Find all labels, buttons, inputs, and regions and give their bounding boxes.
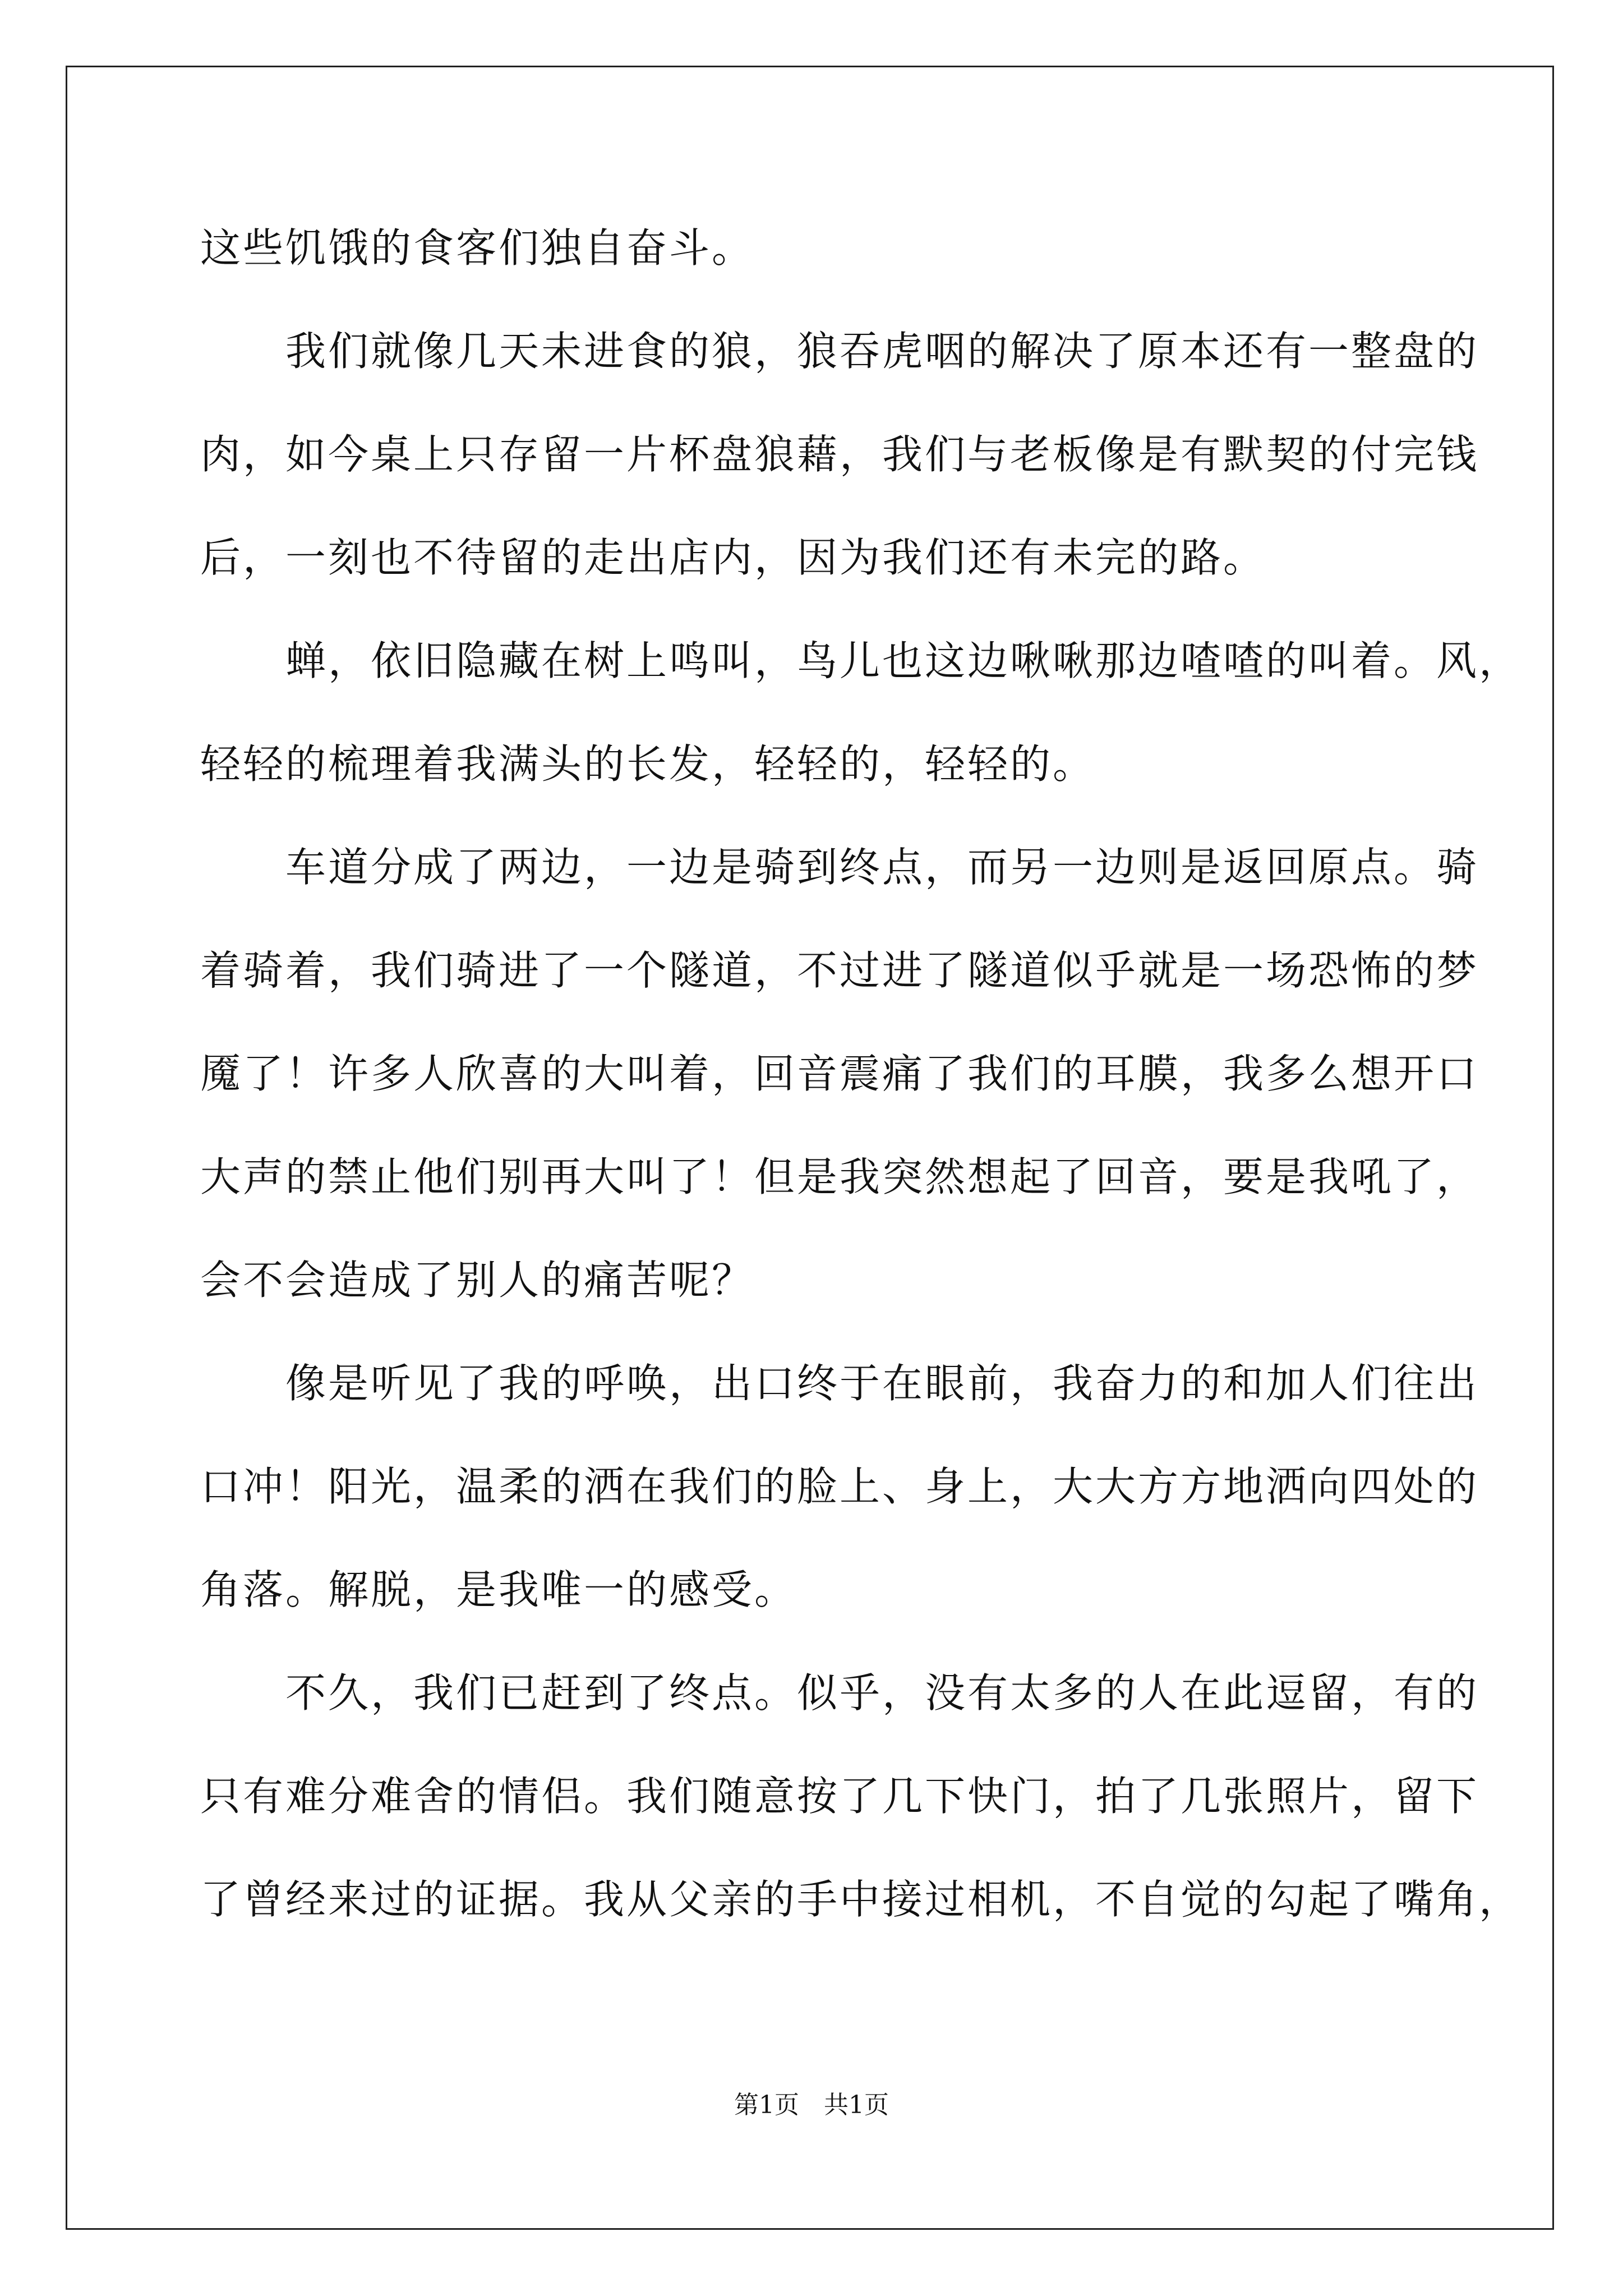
- text-line: 口冲！阳光，温柔的洒在我们的脸上、身上，大大方方地洒向四处的: [200, 1463, 1479, 1510]
- text-line: 着骑着，我们骑进了一个隧道，不过进了隧道似乎就是一场恐怖的梦: [200, 947, 1479, 994]
- page-number-footer: 第1页 共1页: [734, 2091, 889, 2119]
- text-line: 像是听见了我的呼唤，出口终于在眼前，我奋力的和加人们往出: [200, 1360, 1479, 1407]
- text-line: 后，一刻也不待留的走出店内，因为我们还有未完的路。: [200, 534, 1266, 581]
- text-line: 只有难分难舍的情侣。我们随意按了几下快门，拍了几张照片，留下: [200, 1773, 1479, 1820]
- text-line: 蝉，依旧隐藏在树上鸣叫，鸟儿也这边啾啾那边喳喳的叫着。风，: [200, 637, 1522, 684]
- text-line: 车道分成了两边，一边是骑到终点，而另一边则是返回原点。骑: [200, 844, 1479, 891]
- text-line: 肉，如今桌上只存留一片杯盘狼藉，我们与老板像是有默契的付完钱: [200, 431, 1479, 478]
- text-line: 会不会造成了别人的痛苦呢？: [200, 1257, 755, 1304]
- text-line: 不久，我们已赶到了终点。似乎，没有太多的人在此逗留，有的: [200, 1669, 1479, 1717]
- text-line: 我们就像几天未进食的狼，狼吞虎咽的解决了原本还有一整盘的: [200, 328, 1479, 375]
- text-line: 轻轻的梳理着我满头的长发，轻轻的，轻轻的。: [200, 740, 1096, 788]
- text-line: 角落。解脱，是我唯一的感受。: [200, 1566, 797, 1613]
- text-line: 大声的禁止他们别再大叫了！但是我突然想起了回音，要是我吼了，: [200, 1153, 1479, 1200]
- text-line: 这些饥饿的食客们独自奋斗。: [200, 224, 755, 272]
- text-line: 魇了！许多人欣喜的大叫着，回音震痛了我们的耳膜，我多么想开口: [200, 1050, 1479, 1097]
- text-line: 了曾经来过的证据。我从父亲的手中接过相机，不自觉的勾起了嘴角，: [200, 1876, 1522, 1923]
